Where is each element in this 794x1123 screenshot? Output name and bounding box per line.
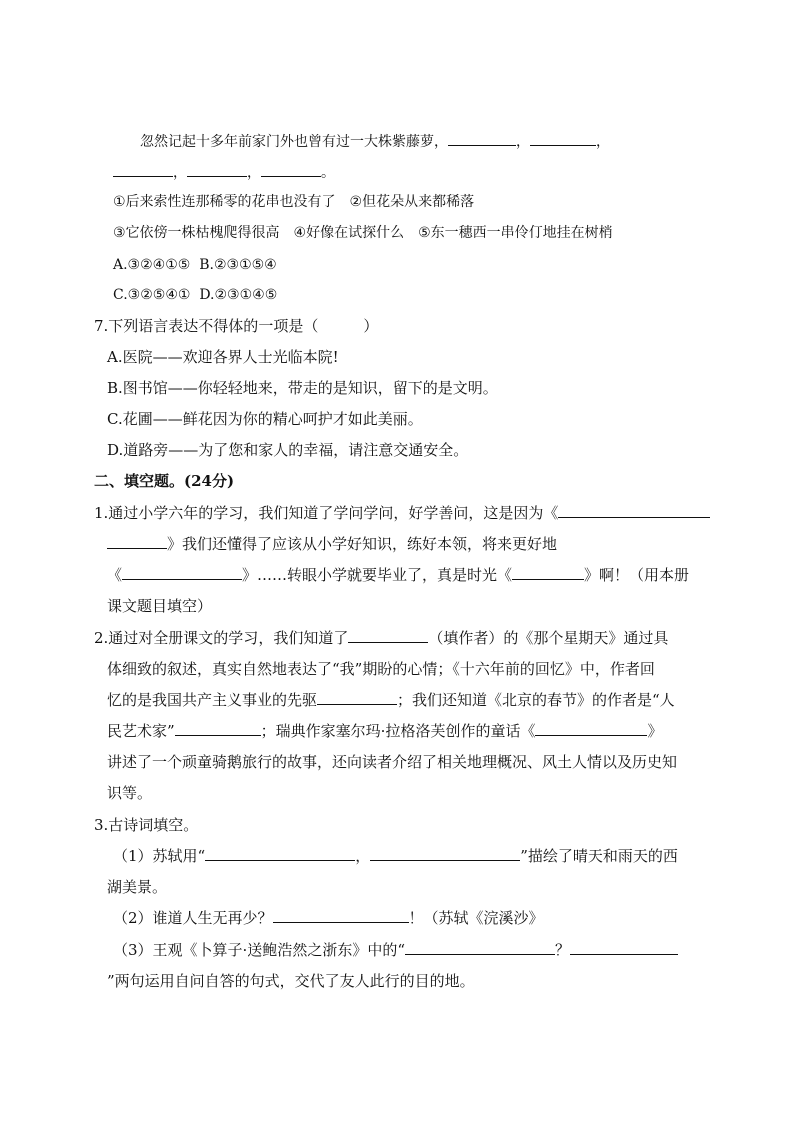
q3-blank-2[interactable] [370, 846, 520, 861]
q1-line1 [94, 503, 710, 523]
q1-text: 《 [107, 566, 123, 584]
q6-options-line2: ③它依傍一株枯槐爬得很高 ④好像在试探什么 ⑤东一穗西一串伶仃地挂在树梢 [113, 225, 613, 241]
q3-sub1-line2: 湖美景。 [107, 878, 168, 896]
q2-blank-1[interactable] [348, 628, 428, 643]
q2-blank-2[interactable] [317, 690, 397, 705]
q3-sub3-line2: ”两句运用自问自答的句式，交代了友人此行的目的地。 [107, 972, 475, 990]
q2-text: ；我们还知道《北京的春节》的作者是“人 [397, 691, 675, 709]
q7-option-d[interactable]: D.道路旁——为了您和家人的幸福，请注意交通安全。 [107, 441, 469, 459]
q1-blank-1-cont[interactable] [107, 534, 167, 549]
q1-line4: 课文题目填空） [107, 597, 213, 615]
q6-blank-2[interactable] [530, 131, 596, 146]
q1-blank-1[interactable] [558, 503, 710, 518]
q6-choice-b[interactable]: B.②③①⑤④ [199, 257, 277, 273]
q6-choice-a[interactable]: A.③②④①⑤ [113, 257, 191, 273]
q6-sep: ， [247, 165, 261, 181]
q1-line3 [107, 565, 689, 585]
section-2-title: 二、填空题。(24分) [94, 472, 235, 490]
q6-sep: ， [596, 134, 610, 150]
q3-text: （3）王观《卜算子·送鲍浩然之浙东》中的“ [113, 941, 405, 959]
q1-line2 [107, 534, 557, 554]
q6-stem-text: 忽然记起十多年前家门外也曾有过一大株紫藤萝， [140, 134, 448, 150]
q3-blank-4[interactable] [405, 940, 555, 955]
q3-blank-3[interactable] [273, 908, 409, 923]
q6-end: 。 [321, 165, 335, 181]
q3-sub2 [113, 908, 544, 928]
q2-text: ；瑞典作家塞尔玛·拉格洛芙创作的童话《 [260, 722, 536, 740]
q1-text: 1.通过小学六年的学习，我们知道了学问学问，好学善问，这是因为《 [94, 504, 559, 522]
q2-text: 忆的是我国共产主义事业的先驱 [107, 691, 318, 709]
q3-text: （1）苏轼用“ [113, 847, 206, 865]
q6-blank-3[interactable] [113, 162, 173, 177]
q3-blank-1[interactable] [205, 846, 355, 861]
q6-blank-1[interactable] [448, 131, 516, 146]
q2-text: 2.通过对全册课文的学习，我们知道了 [94, 629, 349, 647]
q7-option-c[interactable]: C.花圃——鲜花因为你的精心呵护才如此美丽。 [107, 410, 423, 428]
q2-line4 [107, 721, 662, 741]
q1-text: 》……转眼小学就要毕业了，真是时光《 [242, 566, 513, 584]
q6-blank-4[interactable] [187, 162, 247, 177]
q6-options-line1: ①后来索性连那稀零的花串也没有了 ②但花朵从来都稀落 [113, 194, 475, 210]
q3-text: （2）谁道人生无再少？ [113, 909, 273, 927]
q2-blank-3[interactable] [175, 721, 261, 736]
q6-choice-c[interactable]: C.③②⑤④① [113, 287, 191, 303]
q1-blank-3[interactable] [512, 565, 584, 580]
q2-line1 [94, 628, 668, 648]
q6-sep: ， [173, 165, 187, 181]
q3-text: ”描绘了晴天和雨天的西 [520, 847, 678, 865]
q6-sep: ， [516, 134, 530, 150]
q3-sub1-line1 [113, 846, 678, 866]
q6-choices-row2 [113, 285, 277, 305]
q2-text: 民艺术家” [107, 722, 175, 740]
q2-text: 》 [647, 722, 663, 740]
q3-text: ！（苏轼《浣溪沙》 [408, 909, 544, 927]
q3-title: 3.古诗词填空。 [94, 816, 199, 834]
q2-blank-4[interactable] [535, 721, 647, 736]
q2-line5: 讲述了一个顽童骑鹅旅行的故事，还向读者介绍了相关地理概况、风土人情以及历史知 [107, 753, 678, 771]
q2-line6: 识等。 [107, 784, 153, 802]
q2-line2: 体细致的叙述，真实自然地表达了“我”期盼的心情；《十六年前的回忆》中，作者回 [107, 660, 655, 678]
q1-blank-2[interactable] [122, 565, 242, 580]
q6-blank-5[interactable] [261, 162, 321, 177]
q2-line3 [107, 690, 675, 710]
q1-text: 》啊！（用本册 [584, 566, 690, 584]
q3-text: ， [355, 847, 371, 865]
q6-stem-line1 [140, 131, 610, 152]
q2-text: （填作者）的《那个星期天》通过具 [428, 629, 669, 647]
q6-stem-line2 [113, 162, 335, 183]
q6-choices-row1 [113, 255, 277, 275]
q7-title: 7.下列语言表达不得体的一项是（ ） [94, 317, 379, 335]
q3-text: ？ [554, 941, 570, 959]
q6-choice-d[interactable]: D.②③①④⑤ [199, 287, 278, 303]
q7-option-a[interactable]: A.医院——欢迎各界人士光临本院! [107, 348, 339, 366]
q3-blank-5[interactable] [570, 940, 678, 955]
q1-text: 》我们还懂得了应该从小学好知识，练好本领，将来更好地 [167, 535, 558, 553]
q3-sub3-line1 [113, 940, 678, 960]
q7-option-b[interactable]: B.图书馆——你轻轻地来，带走的是知识，留下的是文明。 [107, 379, 498, 397]
